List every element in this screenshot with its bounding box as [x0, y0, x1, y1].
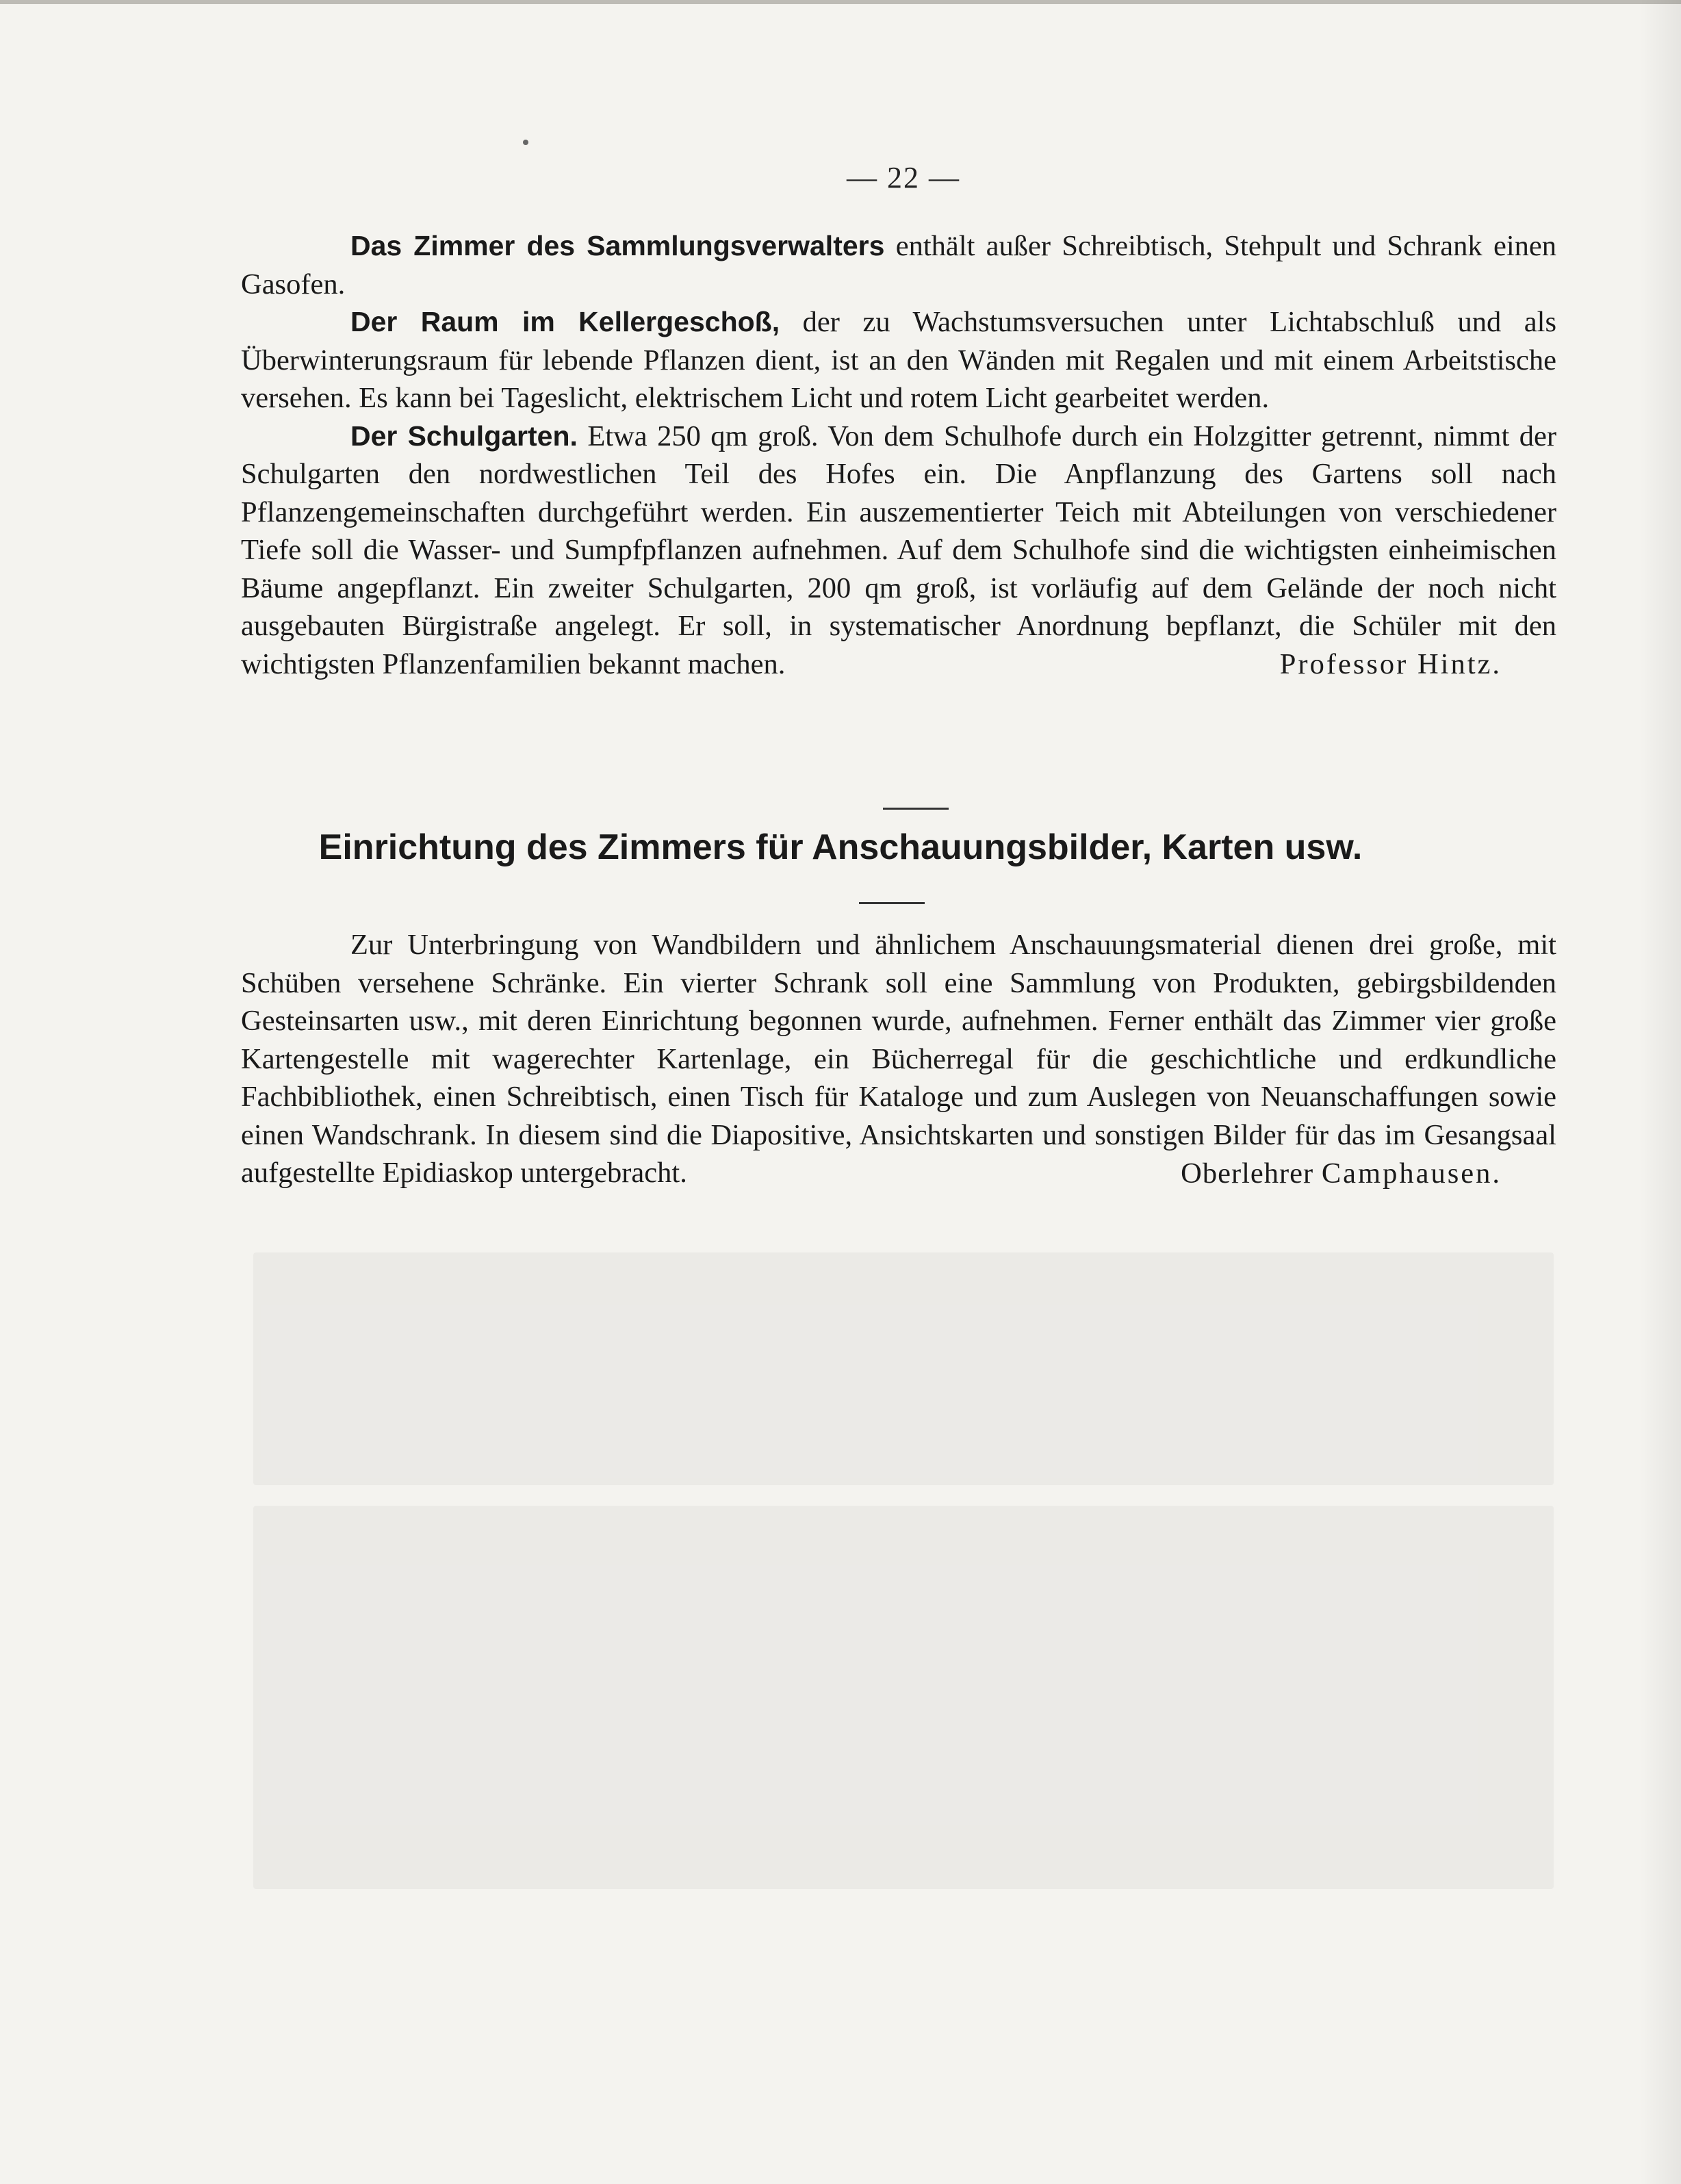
- paragraph-text: Etwa 250 qm groß. Von dem Schulhofe durch ein Holzgitter getrennt, nimmt der Schulgarten den nordwestlichen Teil des Hofes ein. Die Anpflanzung des Gartens soll nach Pflanzengemeinschaften durchgeführt werden. Ein auszementierter Teich mit Abteilungen von verschiedener Tiefe soll die Wasser- und Sumpfpflanzen aufnehmen. Auf dem Schulhofe sind die wichtigsten einheimischen Bäume angepflanzt. Ein zweiter Schulgarten, 200 qm groß, ist vorläufig auf dem Gelände der noch nicht ausgebauten Bürgistraße angelegt. Er soll, in systematischer Anordnung bepflanzt, die Schüler mit den wichtigsten Pflanzenfamilien bekannt machen.: [241, 420, 1556, 680]
- ink-speck: [523, 140, 528, 145]
- page-top-edge: [0, 0, 1681, 4]
- section-collections: [241, 227, 1556, 684]
- paragraph-lead: Der Raum im Kellergeschoß,: [350, 306, 780, 337]
- paragraph-lead: Der Schulgarten.: [350, 420, 578, 452]
- paragraph-lead: Das Zimmer des Sammlungsverwalters: [350, 230, 885, 261]
- paragraph-text: Zur Unterbringung von Wandbildern und ähnlichem Anschauungsmaterial dienen drei große, mit Schüben versehene Schränke. Ein vierter Schrank soll eine Sammlung von Produkten, gebirgsbildenden Gesteinsarten usw., mit deren Einrichtung begonnen wurde, aufnehmen. Ferner enthält das Zimmer vier große Kartengestelle mit wagerechter Kartenlage, ein Bücherregal für die geschichtliche und erdkundliche Fachbibliothek, einen Schreibtisch, einen Tisch für Kataloge und zum Auslegen von Neuanschaffungen sowie einen Wandschrank. In diesem sind die Diapositive, Ansichtskarten und sonstigen Bilder für das im Gesangsaal aufgestellte Epidiaskop untergebracht.: [241, 929, 1556, 1189]
- section-divider: [883, 808, 949, 810]
- bleed-through-shadow: [253, 1506, 1554, 1889]
- signature-title: Oberlehrer: [1181, 1157, 1314, 1190]
- paragraph-text: der zu Wachstumsversuchen unter Lichtabschluß und als Überwinterungsraum für lebende Pflanzen dient, ist an den Wänden mit Regalen und mit einem Arbeitstische versehen. Es kann bei Tageslicht, elektrischem Licht und rotem Licht gearbeitet werden.: [241, 306, 1556, 414]
- paragraph-sammlungsverwalter: [241, 227, 1556, 303]
- paragraph-text: enthält außer Schreibtisch, Stehpult und Schrank einen Gasofen.: [241, 230, 1556, 300]
- paragraph-anschauungsbilder: [241, 926, 1556, 1192]
- paragraph-schulgarten: [241, 417, 1556, 684]
- section-anschauungsbilder: [241, 926, 1556, 1192]
- heading-underline: [859, 902, 925, 904]
- page-fold-shadow: [1640, 0, 1681, 2184]
- author-signature: Professor Hintz.: [1279, 648, 1502, 680]
- paragraph-kellergeschoss: [241, 303, 1556, 417]
- signature-name: Camphausen.: [1321, 1157, 1502, 1190]
- page-number: — 22 —: [847, 161, 960, 194]
- section-heading: Einrichtung des Zimmers für Anschauungsbilder, Karten usw.: [318, 827, 1363, 867]
- bleed-through-shadow: [253, 1252, 1554, 1485]
